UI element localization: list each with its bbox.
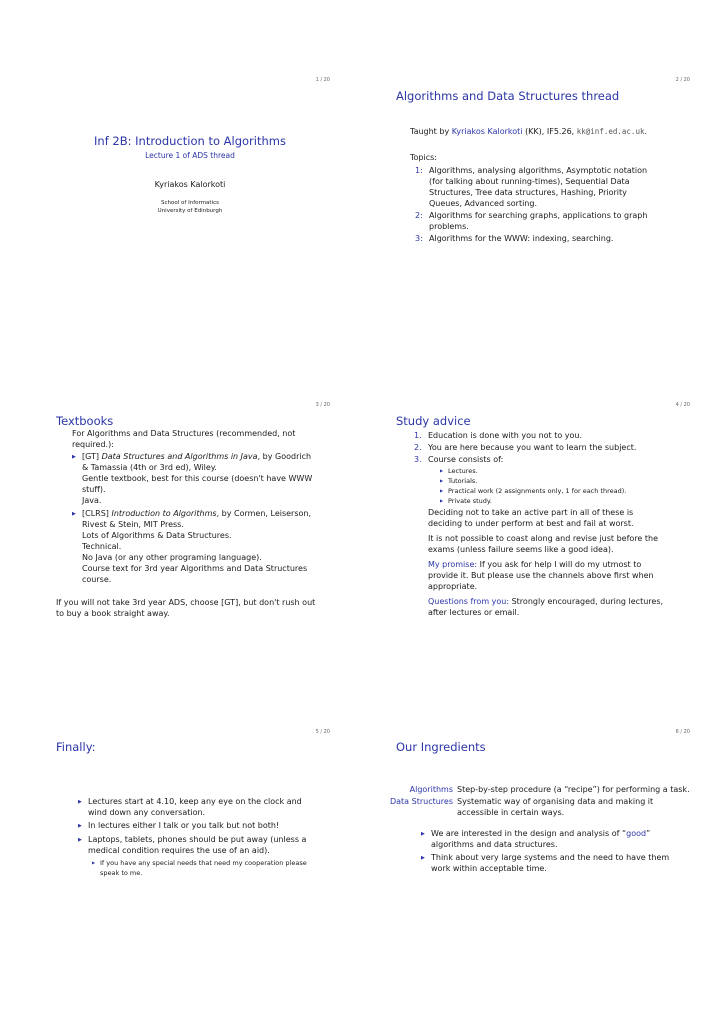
list-item — [440, 486, 664, 496]
lecturer-email: kk@inf.ed.ac.uk — [576, 127, 645, 136]
slide-title: Study advice — [396, 414, 471, 428]
slide-title: Algorithms and Data Structures thread — [396, 89, 620, 103]
triangle-bullet-icon: ▶ — [440, 498, 444, 503]
questions-text — [428, 596, 664, 618]
list-item — [440, 476, 664, 486]
topics-list — [415, 165, 653, 244]
list-item — [415, 165, 653, 209]
item-number: 3. — [414, 455, 422, 464]
page-number: 2 / 20 — [675, 77, 690, 83]
item-number: 1: — [415, 166, 423, 175]
list-item — [414, 430, 664, 441]
slide-2 — [360, 0, 720, 340]
definition-data-structures — [389, 796, 696, 818]
book-note: Course text for 3rd year Algorithms and Data Structures course. — [82, 564, 308, 584]
page-number: 6 / 20 — [675, 729, 690, 735]
para-coast: It is not possible to coast along and revise just before the exams (unless failure seems like a good idea). — [428, 534, 659, 554]
slide-6 — [360, 680, 720, 1020]
item-text: Laptops, tablets, phones should be put away (unless a medical condition requires the use of an aid). — [88, 835, 307, 855]
item-text: Algorithms for the WWW: indexing, searching. — [429, 234, 614, 243]
item-number: 3: — [415, 234, 423, 243]
slide-1 — [0, 0, 360, 340]
slide-4 — [360, 340, 720, 680]
definition: Step-by-step procedure (a “recipe”) for performing a task. — [457, 785, 690, 794]
term: Algorithms — [409, 785, 453, 794]
slide-body — [414, 430, 664, 618]
list-item — [78, 796, 316, 818]
list-item — [440, 466, 664, 476]
slide-body — [410, 126, 710, 245]
definition-algorithms — [396, 784, 696, 795]
slide-body — [389, 784, 696, 876]
triangle-bullet-icon: ▶ — [440, 468, 444, 473]
slide-title: Textbooks — [56, 414, 114, 428]
taught-prefix: Taught by — [410, 127, 450, 136]
taught-end: . — [644, 127, 648, 136]
taught-by — [410, 126, 710, 137]
outro-text: If you will not take 3rd year ADS, choose [GT], but don't rush out to buy a book straight away. — [56, 598, 316, 618]
book-title: Introduction to Algorithms — [111, 509, 217, 518]
item-text: Think about very large systems and the need to have them work within acceptable time. — [431, 853, 670, 873]
list-item — [78, 820, 316, 832]
questions-body: Strongly encouraged, during lectures, after lectures or email. — [428, 597, 664, 617]
slide-title: Inf 2B: Introduction to Algorithms — [94, 134, 286, 148]
item-number: 1. — [414, 431, 422, 440]
office-text: (KK), IF5.26, — [525, 127, 575, 136]
slide-3 — [0, 340, 360, 680]
slide-body — [56, 428, 316, 619]
item-text: Course consists of: — [428, 455, 504, 464]
list-item — [78, 834, 316, 856]
book-tag: [GT] — [82, 452, 100, 461]
slide-5 — [0, 680, 360, 1020]
list-item — [414, 454, 664, 465]
list-item — [414, 442, 664, 453]
list-item — [72, 508, 314, 585]
book-note: Gentle textbook, best for this course (doesn't have WWW stuff). — [82, 474, 313, 494]
promise-body: If you ask for help I will do my utmost to provide it. But please use the channels above first when appropriate. — [428, 560, 654, 591]
book-note: Java. — [82, 496, 102, 505]
item-text: You are here because you want to learn the subject. — [428, 443, 637, 452]
triangle-bullet-icon: ▶ — [78, 837, 82, 843]
lecturer-name: Kyriakos Kalorkoti — [451, 127, 523, 136]
book-details: , by Cormen, Leiserson, Rivest & Stein, MIT Press. — [82, 509, 312, 529]
triangle-bullet-icon: ▶ — [421, 831, 425, 837]
book-list — [72, 451, 314, 585]
promise-label: My promise: — [428, 560, 478, 569]
item-text: We are interested in the design and analysis of “ — [431, 829, 627, 838]
triangle-bullet-icon: ▶ — [92, 860, 96, 865]
item-text: Education is done with you not to you. — [428, 431, 583, 440]
topics-label: Topics: — [410, 153, 437, 162]
item-text: ” algorithms and data structures. — [431, 829, 651, 849]
item-text: Practical work (2 assignments only, 1 for each thread). — [448, 487, 627, 495]
list-item — [421, 852, 687, 874]
slide-title: Our Ingredients — [396, 740, 486, 754]
promise-text — [428, 559, 664, 592]
item-number: 2: — [415, 211, 423, 220]
book-note: No Java (or any other programing language). — [82, 553, 262, 562]
intro-text: For Algorithms and Data Structures (recommended, not required.): — [72, 429, 296, 449]
triangle-bullet-icon: ▶ — [78, 823, 82, 829]
triangle-bullet-icon: ▶ — [421, 855, 425, 861]
author: Kyriakos Kalorkoti — [154, 180, 226, 189]
questions-label: Questions from you: — [428, 597, 510, 606]
ingredients-list — [421, 828, 687, 874]
course-parts — [440, 466, 664, 506]
triangle-bullet-icon: ▶ — [72, 454, 76, 460]
triangle-bullet-icon: ▶ — [440, 488, 444, 493]
slide-subtitle: Lecture 1 of ADS thread — [145, 151, 235, 160]
book-details: , by Goodrich & Tamassia (4th or 3rd ed), Wiley. — [82, 452, 312, 472]
advice-list — [414, 430, 664, 465]
slide-body — [78, 796, 316, 878]
triangle-bullet-icon: ▶ — [72, 511, 76, 517]
item-text: Lectures start at 4.10, keep any eye on the clock and wind down any conversation. — [88, 797, 302, 817]
university: University of Edinburgh — [157, 208, 223, 214]
page-number: 3 / 20 — [315, 402, 330, 408]
item-text: Tutorials. — [448, 477, 478, 485]
list-item — [72, 451, 314, 506]
para-active: Deciding not to take an active part in all of these is deciding to under perform at best and fail at worst. — [428, 508, 634, 528]
book-note: Technical. — [82, 542, 122, 551]
item-text: Lectures. — [448, 467, 478, 475]
list-item — [421, 828, 687, 850]
item-text: Algorithms for searching graphs, applications to graph problems. — [429, 211, 648, 231]
slide-title: Finally: — [56, 740, 96, 754]
list-item — [415, 233, 653, 244]
book-title: Data Structures and Algorithms in Java — [101, 452, 258, 461]
definition: Systematic way of organising data and making it accessible in certain ways. — [457, 797, 654, 817]
list-item — [440, 496, 664, 506]
item-text: Algorithms, analysing algorithms, Asymptotic notation (for talking about running-times), Sequential Data Structures, Tree data structures, Hashing, Priority Queues, Advanced sorting. — [429, 166, 648, 208]
triangle-bullet-icon: ▶ — [78, 799, 82, 805]
page-number: 4 / 20 — [675, 402, 690, 408]
list-item — [92, 858, 316, 878]
page-number: 5 / 20 — [315, 729, 330, 735]
list-item — [415, 210, 653, 232]
item-text: If you have any special needs that need my cooperation please speak to me. — [100, 859, 307, 877]
school: School of Informatics — [161, 200, 219, 206]
item-text: Private study. — [448, 497, 492, 505]
triangle-bullet-icon: ▶ — [440, 478, 444, 483]
term: Data Structures — [389, 797, 453, 806]
item-number: 2. — [414, 443, 422, 452]
page-number: 1 / 20 — [315, 77, 330, 83]
item-text: In lectures either I talk or you talk but not both! — [88, 821, 280, 830]
book-tag: [CLRS] — [82, 509, 109, 518]
emphasis: good — [626, 829, 647, 838]
book-note: Lots of Algorithms & Data Structures. — [82, 531, 232, 540]
